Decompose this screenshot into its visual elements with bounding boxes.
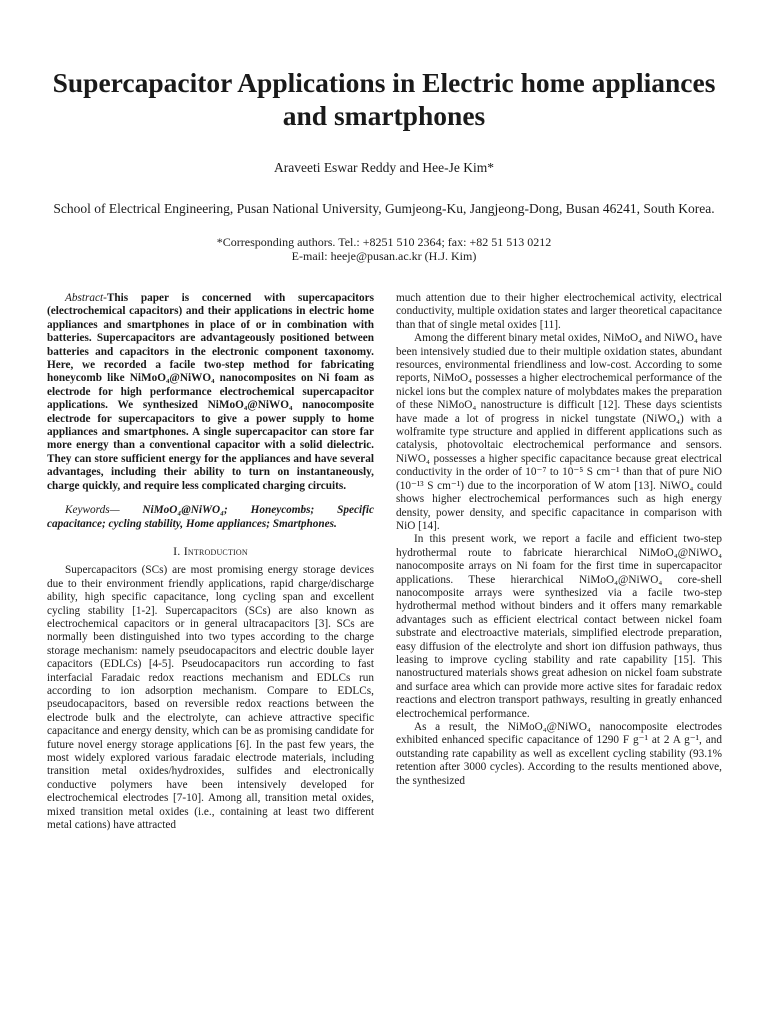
keywords-text: NiMoO₄@NiWO₄; Honeycombs; Specific capacitance; cycling stability, Home appliances; Smartphones. [47,504,374,530]
left-column [47,292,374,832]
right-paragraph-continuation: much attention due to their higher electrochemical activity, electrical conductivity, multiple oxidation states and larger theoretical capacitance than that of single metal oxides [11]. [396,292,722,331]
contact-block [40,235,728,263]
right-paragraph-results: As a result, the NiMoO₄@NiWO₄ nanocomposite electrodes exhibited enhanced specific capacitance of 1290 F g⁻¹ at 2 A g⁻¹, and outstanding rate capability as well as excellent cycling stability (93.1% retention after 3000 cycles). According to the results mentioned above, the synthesized [396,721,722,787]
abstract-paragraph [47,292,374,493]
abstract-lead: Abstract- [65,292,107,304]
keywords-lead: Keywords— [65,504,120,517]
paper-affiliation: School of Electrical Engineering, Pusan National University, Gumjeong-Ku, Jangjeong-Dong, Busan 46241, South Korea. [53,201,715,216]
paper-title: Supercapacitor Applications in Electric home appliances and smartphones [52,67,716,131]
keywords-paragraph [47,504,374,531]
right-column [396,292,722,788]
abstract-text: This paper is concerned with supercapacitors (electrochemical capacitors) and their applications in electric home appliances and smartphones in place of or in combination with batteries. Supercapacitors are advantageously positioned between batteries and capacitors in the electronic component taxonomy. Here, we recorded a facile two-step method for fabricating honeycomb like NiMoO₄@NiWO₄ nanocomposites on Ni foam as electrode for high performance electrochemical supercapacitor applications. We synthesized NiMoO₄@NiWO₄ nanocomposite electrode for supercapacitors to give a power supply to home appliances and smartphones. A single supercapacitor can store far more energy than a conventional capacitor with a solid dielectric. They can store sufficient energy for the appliances and have several advantages, including their ability to turn on instantaneously, charge quickly, and require less complicated charging circuits. [47,292,374,492]
right-paragraph-binary-oxides: Among the different binary metal oxides, NiMoO₄ and NiWO₄ have been intensively studied due to their multiple oxidation states, abundant resources, environmental friendliness and low-cost. According to some reports, NiMoO₄ possesses a higher electrochemical performance of the nickel ions but the complex nature of molybdates makes the preparation of these NiMoO₄ nanostructure is difficult [12]. These days scientists have made a lot of progress in nickel tungstate (NiWO₄) with a wolframite type structure and applied in different applications such as catalysis, photovoltaic electrochemical performance and sensors. NiWO₄ possesses a higher specific capacitance because great electrical conductivity in the order of 10⁻⁷ to 10⁻⁵ S cm⁻¹ than that of pure NiO (10⁻¹³ S cm⁻¹) due to the incorporation of W atom [13]. NiWO₄ could shows higher electrochemical performances such as high energy density, power density, and specific capacitance in comparison with NiO [14]. [396,332,722,532]
email-line: E-mail: heeje@pusan.ac.kr (H.J. Kim) [291,249,477,263]
right-paragraph-present-work: In this present work, we report a facile and efficient two-step hydrothermal route to fabricate hierarchical NiMoO₄@NiWO₄ nanocomposite arrays on Ni foam for the first time in supercapacitor applications. These hierarchical NiMoO₄@NiWO₄ core-shell nanocomposite arrays were synthesized via a facile two-step hydrothermal method without binders and it offers many remarkable advantages such as efficient electrical contact between nickel foam substrate and electroactive materials, simplified electrode preparation, easy diffusion of the electrolyte and short ion diffusion pathways, thus leasing to improve cycling stability and rate capability [15]. This nanostructured materials shows great adhesion on nickel foam substrate and surface area which can provide more active sites for faradaic redox reactions and electron transport pathways, resulting in greatly enhanced electrochemical performance. [396,533,722,720]
section-heading-introduction: I. Introduction [173,543,248,558]
corresponding-author-line: *Corresponding authors. Tel.: +8251 510 2364; fax: +82 51 513 0212 [216,235,552,249]
paper-authors: Araveeti Eswar Reddy and Hee-Je Kim* [273,160,495,175]
intro-paragraph-1: Supercapacitors (SCs) are most promising energy storage devices due to their environment friendly applications, rapid charge/discharge ability, high specific capacitance, long cycling span and excellent cycling stability [1-2]. Supercapacitors (SCs) are also known as electrochemical capacitors or in general ultracapacitors [3]. SCs are normally been distinguished into two types according to the charge storage mechanism: namely pseudocapacitors and electric double layer capacitors (EDLCs) [4-5]. Pseudocapacitors run according to fast interfacial Faradaic redox reactions mechanism and EDLCs run according to ion adsorption mechanism. Compare to EDLCs, pseudocapacitors, based on reversible redox reactions between the electrode bulk and the electrolyte, can achieve attractive specific capacitance and energy density, which can be as promising candidate for future novel energy storage applications [6]. In the past few years, the most widely explored various faradaic electrode materials, including transition metal oxides/hydroxides, sulfides and electronically conductive polymers have been intensively developed for electrochemical electrodes [7-10]. Among all, transition metal oxides, mixed transition metal oxides (i.e., containing at least two different metal cations) have attracted [47,564,374,832]
